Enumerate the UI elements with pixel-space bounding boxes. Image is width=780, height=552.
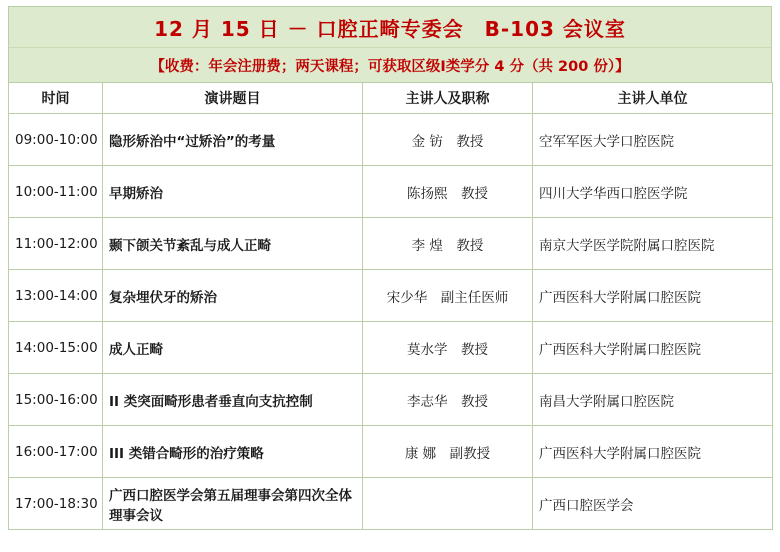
cell-org: 广西医科大学附属口腔医院	[533, 426, 773, 478]
table-row	[9, 426, 773, 478]
cell-org: 广西医科大学附属口腔医院	[533, 322, 773, 374]
cell-topic: 隐形矫治中“过矫治”的考量	[103, 114, 363, 166]
table-row	[9, 166, 773, 218]
cell-org: 南京大学医学院附属口腔医院	[533, 218, 773, 270]
column-header-org: 主讲人单位	[533, 83, 773, 114]
cell-speaker: 宋少华 副主任医师	[363, 270, 533, 322]
page-subtitle: 【收费：年会注册费；两天课程；可获取区级Ⅰ类学分 4 分（共 200 份）】	[150, 58, 630, 75]
cell-speaker: 陈扬熙 教授	[363, 166, 533, 218]
cell-speaker: 李志华 教授	[363, 374, 533, 426]
subtitle-row	[9, 47, 771, 82]
cell-org: 空军军医大学口腔医院	[533, 114, 773, 166]
cell-org: 广西医科大学附属口腔医院	[533, 270, 773, 322]
cell-speaker: 莫水学 教授	[363, 322, 533, 374]
cell-speaker	[363, 478, 533, 530]
document-header	[8, 6, 772, 82]
column-header-time: 时间	[9, 83, 103, 114]
table-row	[9, 322, 773, 374]
cell-speaker: 康 娜 副教授	[363, 426, 533, 478]
column-header-topic: 演讲题目	[103, 83, 363, 114]
cell-topic: 广西口腔医学会第五届理事会第四次全体理事会议	[103, 478, 363, 530]
cell-time: 13:00-14:00	[9, 270, 103, 322]
table-row	[9, 270, 773, 322]
schedule-table	[8, 82, 773, 530]
cell-time: 14:00-15:00	[9, 322, 103, 374]
cell-time: 11:00-12:00	[9, 218, 103, 270]
cell-time: 17:00-18:30	[9, 478, 103, 530]
table-row	[9, 478, 773, 530]
cell-time: 16:00-17:00	[9, 426, 103, 478]
cell-topic: 成人正畸	[103, 322, 363, 374]
table-row	[9, 114, 773, 166]
cell-org: 广西口腔医学会	[533, 478, 773, 530]
cell-time: 09:00-10:00	[9, 114, 103, 166]
cell-topic: II 类突面畸形患者垂直向支抗控制	[103, 374, 363, 426]
cell-topic: 早期矫治	[103, 166, 363, 218]
cell-org: 四川大学华西口腔医学院	[533, 166, 773, 218]
cell-time: 15:00-16:00	[9, 374, 103, 426]
cell-topic: 颞下颌关节紊乱与成人正畸	[103, 218, 363, 270]
cell-topic: III 类错合畸形的治疗策略	[103, 426, 363, 478]
cell-time: 10:00-11:00	[9, 166, 103, 218]
cell-topic: 复杂埋伏牙的矫治	[103, 270, 363, 322]
table-row	[9, 218, 773, 270]
cell-speaker: 李 煌 教授	[363, 218, 533, 270]
cell-org: 南昌大学附属口腔医院	[533, 374, 773, 426]
cell-speaker: 金 钫 教授	[363, 114, 533, 166]
page-title: 12 月 15 日 － 口腔正畸专委会 B-103 会议室	[154, 16, 626, 41]
column-header-speaker: 主讲人及职称	[363, 83, 533, 114]
table-row	[9, 374, 773, 426]
title-row	[9, 7, 771, 47]
table-header-row	[9, 83, 773, 114]
